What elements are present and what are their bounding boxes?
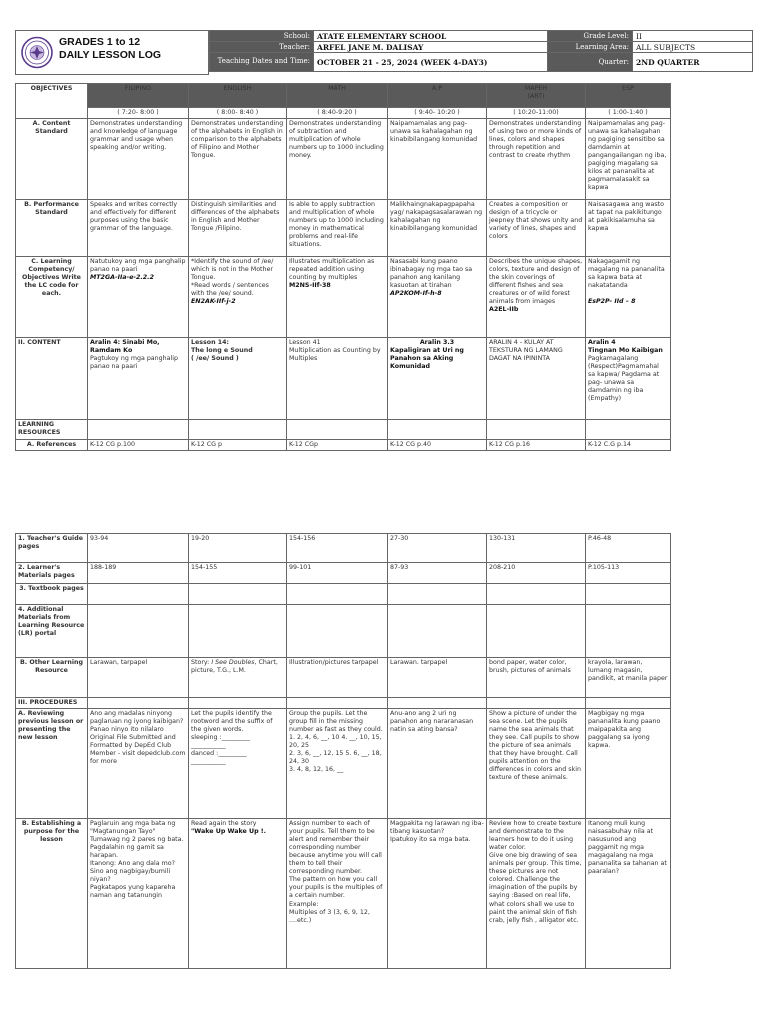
cell-learners-materials-ap: 87-93 bbox=[388, 563, 487, 584]
subject-ap: A.P bbox=[388, 84, 487, 108]
title-block bbox=[15, 30, 209, 75]
grade-level-value: II bbox=[633, 31, 753, 42]
purpose-english-prefix: Read again the story bbox=[191, 820, 257, 828]
grade-level-label: Grade Level: bbox=[548, 31, 633, 42]
cell-procedures-math bbox=[287, 698, 388, 709]
cell-teachers-guide-math: 154-156 bbox=[287, 534, 388, 563]
cell-performance-standard-filipino: Speaks and writes correctly and effectively for different purposes using the basic grammar of the language. bbox=[88, 200, 189, 257]
cell-procedures-esp bbox=[586, 698, 671, 709]
objectives-header: OBJECTIVES bbox=[16, 84, 88, 119]
cell-textbook-ap bbox=[388, 584, 487, 605]
cell-purpose-esp: Itanong muli kung naisasabuhay nila at nasusunod ang paggamit ng mga magagalang na mga pananalita sa tahanan at paaralan? bbox=[586, 819, 671, 969]
cell-reviewing-math: Group the pupils. Let the group fill in the missing number as fast as they could. 1. 2, 4, 6, __, 10 4. __, 10, 15, 20, 25 2. 3, 6, __, 12, 15 5. 6, __, 18, 24, 30 3. 4, 8, 12, 16, __ bbox=[287, 709, 388, 819]
cell-content-standard-ap: Naipamamalas ang pag-unawa sa kahalagahan ng kinabibilangang komunidad bbox=[388, 119, 487, 200]
cell-performance-standard-math: Is able to apply subtraction and multiplication of whole numbers up to 1000 including money in mathematical problems and real-life situations. bbox=[287, 200, 388, 257]
cell-reviewing-mapeh: Show a picture of under the sea scene. Let the pupils name the sea animals that they see. Call pupils to show the picture of sea animals that they have brought. Call pupils attention on the differences in colors and skin texture of these animals. bbox=[487, 709, 586, 819]
competency-english-code: EN2AK-IIf-j-2 bbox=[191, 298, 236, 306]
cell-learning-resources-english bbox=[189, 420, 287, 440]
teaching-dates-label: Teaching Dates and Time: bbox=[210, 53, 314, 72]
purpose-english-story: "Wake Up Wake Up !. bbox=[191, 828, 267, 836]
cell-reviewing-filipino: Ano ang madalas ninyong paglaruan ng iyong kaibigan? Panao ninyo ito nilalaro Original File Submitted and Formatted by DepEd Club Member - visit depedclub.com for more bbox=[88, 709, 189, 819]
competency-mapeh-text: Describes the unique shapes, colors, texture and design of the skin coverings of different fishes and sea creatures or of wild forest animals from images bbox=[489, 258, 583, 306]
cell-performance-standard-ap: Malikhaingnakapagpapaha yag/ nakapagsasalarawan ng kahalagahan ng kinabibilangang komunidad bbox=[388, 200, 487, 257]
cell-procedures-ap bbox=[388, 698, 487, 709]
cell-content-standard-mapeh: Demonstrates understanding of using two or more kinds of lines, colors and shapes through repetition and contrast to create rhythm bbox=[487, 119, 586, 200]
content-esp-title: Aralin 4 Tingnan Mo Kaibigan bbox=[588, 339, 663, 355]
cell-purpose-english bbox=[189, 819, 287, 969]
teacher-label: Teacher: bbox=[210, 42, 314, 53]
cell-textbook-filipino bbox=[88, 584, 189, 605]
cell-learners-materials-english: 154-155 bbox=[189, 563, 287, 584]
cell-procedures-english bbox=[189, 698, 287, 709]
cell-reviewing-esp: Magbigay ng mga pananalita kung paano maipapakita ang paggalang sa iyong kapwa. bbox=[586, 709, 671, 819]
cell-content-mapeh: ARALIN 4 - KULAY AT TEKSTURA NG LAMANG DAGAT NA IPININTA bbox=[487, 338, 586, 420]
cell-additional-mapeh bbox=[487, 605, 586, 658]
cell-teachers-guide-mapeh: 130-131 bbox=[487, 534, 586, 563]
competency-filipino-code: MT2GA-IIa-e-2.2.2 bbox=[90, 274, 154, 282]
cell-content-esp bbox=[586, 338, 671, 420]
cell-competency-math bbox=[287, 257, 388, 338]
competency-esp-code: EsP2P- IId – 8 bbox=[588, 298, 636, 306]
cell-learning-resources-mapeh bbox=[487, 420, 586, 440]
cell-references-esp: K-12 C.G p.14 bbox=[586, 440, 671, 451]
other-resources-english-story: I See Doubles bbox=[211, 659, 255, 666]
quarter-label: Quarter: bbox=[548, 53, 633, 72]
quarter-value: 2ND QUARTER bbox=[633, 53, 753, 72]
other-resources-english-prefix: Story: bbox=[191, 659, 212, 666]
cell-performance-standard-esp: Naisasagawa ang wasto at tapat na pakikitungo at pakikisalamuha sa kapwa bbox=[586, 200, 671, 257]
cell-additional-math bbox=[287, 605, 388, 658]
cell-content-math: Lesson 41 Multiplication as Counting by Multiples bbox=[287, 338, 388, 420]
cell-competency-filipino bbox=[88, 257, 189, 338]
cell-additional-ap bbox=[388, 605, 487, 658]
cell-textbook-math bbox=[287, 584, 388, 605]
cell-other-resources-filipino: Larawan, tarpapel bbox=[88, 658, 189, 698]
cell-learning-resources-filipino bbox=[88, 420, 189, 440]
cell-textbook-mapeh bbox=[487, 584, 586, 605]
subject-math: MATH bbox=[287, 84, 388, 108]
cell-learners-materials-esp: P.105-113 bbox=[586, 563, 671, 584]
cell-learners-materials-math: 99-101 bbox=[287, 563, 388, 584]
competency-esp-text: Nakagagamit ng magalang na pananalita sa kapwa bata at nakatatanda bbox=[588, 258, 665, 290]
cell-other-resources-esp: krayola, larawan, lumang magasin, pandikit, at manila paper bbox=[586, 658, 671, 698]
row-label-content-standard: A. Content Standard bbox=[16, 119, 88, 200]
row-label-content: II. CONTENT bbox=[16, 338, 88, 420]
cell-other-resources-mapeh: bond paper, water color, brush, pictures of animals bbox=[487, 658, 586, 698]
time-mapeh: ( 10:20-11:00) bbox=[487, 108, 586, 119]
cell-procedures-filipino bbox=[88, 698, 189, 709]
cell-reviewing-ap: Anu-ano ang 2 uri ng panahon ang nararanasan natin sa ating bansa? bbox=[388, 709, 487, 819]
cell-textbook-esp bbox=[586, 584, 671, 605]
other-resources-english-rest: , Chart, picture, T.G., L.M. bbox=[191, 659, 278, 675]
cell-purpose-ap: Magpakita ng larawan ng iba-tibang kasuotan? Ipatukoy ito sa mga bata. bbox=[388, 819, 487, 969]
cell-content-standard-math: Demonstrates understanding of subtraction and multiplication of whole numbers up to 1000 including money. bbox=[287, 119, 388, 200]
teaching-dates-value: OCTOBER 21 - 25, 2024 (WEEK 4-DAY3) bbox=[314, 53, 548, 72]
cell-other-resources-english bbox=[189, 658, 287, 698]
subject-filipino: FILIPINO bbox=[88, 84, 189, 108]
row-label-teachers-guide: 1. Teacher's Guide pages bbox=[16, 534, 88, 563]
cell-competency-ap bbox=[388, 257, 487, 338]
cell-competency-esp bbox=[586, 257, 671, 338]
cell-textbook-english bbox=[189, 584, 287, 605]
row-label-learning-competency: C. Learning Competency/ Objectives Write the LC code for each. bbox=[16, 257, 88, 338]
row-label-textbook: 3. Textbook pages bbox=[16, 584, 88, 605]
competency-math-text: Illustrates multiplication as repeated addition using counting by multiples bbox=[289, 258, 375, 282]
cell-references-english: K-12 CG p bbox=[189, 440, 287, 451]
cell-performance-standard-mapeh: Creates a composition or design of a tricycle or jeepney that shows unity and variety of lines, shapes and colors bbox=[487, 200, 586, 257]
cell-references-filipino: K-12 CG p.100 bbox=[88, 440, 189, 451]
learning-area-label: Learning Area: bbox=[548, 42, 633, 53]
cell-competency-mapeh bbox=[487, 257, 586, 338]
competency-mapeh-code: A2EL-IIb bbox=[489, 306, 519, 314]
time-ap: ( 9:40- 10:20 ) bbox=[388, 108, 487, 119]
cell-purpose-math: Assign number to each of your pupils. Tell them to be alert and remember their corresponding number because anytime you will call them to tell their corresponding number. The pattern on how you call your pupils is the multiples of a certain number. Example: Multiples of 3 (3, 6, 9, 12, ....etc.) bbox=[287, 819, 388, 969]
row-label-other-resources: B. Other Learning Resource bbox=[16, 658, 88, 698]
cell-content-filipino bbox=[88, 338, 189, 420]
time-english: ( 8:00- 8:40 ) bbox=[189, 108, 287, 119]
row-label-learners-materials: 2. Learner's Materials pages bbox=[16, 563, 88, 584]
cell-teachers-guide-filipino: 93-94 bbox=[88, 534, 189, 563]
cell-teachers-guide-esp: P.46-48 bbox=[586, 534, 671, 563]
competency-ap-code: AP2KOM-If-h-8 bbox=[390, 290, 442, 298]
title-daily-lesson-log: DAILY LESSON LOG bbox=[59, 49, 162, 61]
competency-math-code: M2NS-IIf-38 bbox=[289, 282, 331, 290]
cell-competency-english bbox=[189, 257, 287, 338]
content-esp-text: Pagkamagalang (Respect)Pagmamahal sa kapwa/ Pagdama at pag- unawa sa damdamin ng iba (Empathy) bbox=[588, 355, 660, 403]
cell-content-standard-filipino: Demonstrates understanding and knowledge of language grammar and usage when speaking and/or writing. bbox=[88, 119, 189, 200]
cell-content-standard-english: Demonstrates understanding of the alphabets in English in comparison to the alphabets of Filipino and Mother Tongue. bbox=[189, 119, 287, 200]
cell-additional-english bbox=[189, 605, 287, 658]
cell-learning-resources-esp bbox=[586, 420, 671, 440]
cell-content-ap bbox=[388, 338, 487, 420]
cell-additional-esp bbox=[586, 605, 671, 658]
lesson-log-table-page1 bbox=[15, 83, 671, 451]
school-value: ATATE ELEMENTARY SCHOOL bbox=[314, 31, 548, 42]
lesson-log-table-page2 bbox=[15, 533, 671, 969]
cell-other-resources-math: Illustration/pictures tarpapel bbox=[287, 658, 388, 698]
cell-content-standard-esp: Naipamamalas ang pag-unawa sa kahalagahan ng pagiging sensitibo sa damdamin at pangangailangan ng iba, pagiging magalang sa kilos at pananalita at pagmamalasakit sa kapwa bbox=[586, 119, 671, 200]
content-filipino-text: Pagtukoy ng mga panghalip panao na paari bbox=[90, 355, 179, 371]
subject-mapeh: MAPEH (ART) bbox=[487, 84, 586, 108]
cell-additional-filipino bbox=[88, 605, 189, 658]
row-label-reviewing: A. Reviewing previous lesson or presenting the new lesson bbox=[16, 709, 88, 819]
row-label-learning-resources: LEARNING RESOURCES bbox=[16, 420, 88, 440]
info-table bbox=[209, 30, 753, 72]
cell-reviewing-english: Let the pupils identify the rootword and the suffix of the given words. sleeping :_________ ___________ danced :_________ ___________ bbox=[189, 709, 287, 819]
cell-learners-materials-filipino: 188-189 bbox=[88, 563, 189, 584]
cell-references-ap: K-12 CG p.40 bbox=[388, 440, 487, 451]
subject-english: ENGLISH bbox=[189, 84, 287, 108]
time-esp: ( 1:00-1:40 ) bbox=[586, 108, 671, 119]
cell-purpose-filipino: Paglaruin ang mga bata ng "Magtanungan Tayo" Tumawag ng 2 pares ng bata. Pagdalahin ng gamit sa harapan. Itanong: Ano ang dala mo? Sino ang nagbigay/bumili niyan? Pagkatapos yung kapareha naman ang tatanungin bbox=[88, 819, 189, 969]
cell-purpose-mapeh: Review how to create texture and demonstrate to the learners how to do it using water color. Give one big drawing of sea animals per group. This time, these pictures are not colored. Challenge the imagination of the pupils by saying :Based on real life, what colors shall we use to paint the animal skin of fish crab, jelly fish , alligator etc. bbox=[487, 819, 586, 969]
cell-other-resources-ap: Larawan. tarpapel bbox=[388, 658, 487, 698]
row-label-purpose: B. Establishing a purpose for the lesson bbox=[16, 819, 88, 969]
time-filipino: ( 7:20- 8:00 ) bbox=[88, 108, 189, 119]
row-label-performance-standard: B. Performance Standard bbox=[16, 200, 88, 257]
competency-filipino-text: Natutukoy ang mga panghalip panao na paari bbox=[90, 258, 186, 274]
title-grades: GRADES 1 to 12 bbox=[59, 36, 141, 48]
deped-seal-icon bbox=[21, 35, 53, 70]
row-label-procedures: III. PROCEDURES bbox=[16, 698, 88, 709]
cell-content-english: Lesson 14: The long e Sound ( /ee/ Sound ) bbox=[189, 338, 287, 420]
cell-procedures-mapeh bbox=[487, 698, 586, 709]
cell-learning-resources-math bbox=[287, 420, 388, 440]
cell-references-math: K-12 CGp bbox=[287, 440, 388, 451]
row-label-references: A. References bbox=[16, 440, 88, 451]
competency-english-text: *Identify the sound of /ee/ which is not in the Mother Tongue. *Read words / sentences with the /ee/ sound. bbox=[191, 258, 274, 298]
cell-teachers-guide-ap: 27-30 bbox=[388, 534, 487, 563]
content-filipino-title: Aralin 4: Sinabi Mo, Ramdam Ko bbox=[90, 339, 160, 355]
time-math: ( 8:40-9:20 ) bbox=[287, 108, 388, 119]
competency-ap-text: Nasasabi kung paano ibinabagay ng mga tao sa panahon ang kanilang kasuotan at tirahan bbox=[390, 258, 473, 290]
cell-learners-materials-mapeh: 208-210 bbox=[487, 563, 586, 584]
cell-teachers-guide-english: 19-20 bbox=[189, 534, 287, 563]
cell-performance-standard-english: Distinguish similarities and differences of the alphabets in English and Mother Tongue /Filipino. bbox=[189, 200, 287, 257]
content-ap-text: Kapaligiran at Uri ng Panahon sa Aking Komunidad bbox=[390, 347, 464, 371]
cell-learning-resources-ap bbox=[388, 420, 487, 440]
school-label: School: bbox=[210, 31, 314, 42]
teacher-value: ARFEL JANE M. DALISAY bbox=[314, 42, 548, 53]
row-label-additional-materials: 4. Additional Materials from Learning Resource (LR) portal bbox=[16, 605, 88, 658]
cell-references-mapeh: K-12 CG p.16 bbox=[487, 440, 586, 451]
subject-esp: ESP bbox=[586, 84, 671, 108]
learning-area-value: ALL SUBJECTS bbox=[633, 42, 753, 53]
content-ap-title: Aralin 3.3 bbox=[419, 339, 455, 347]
